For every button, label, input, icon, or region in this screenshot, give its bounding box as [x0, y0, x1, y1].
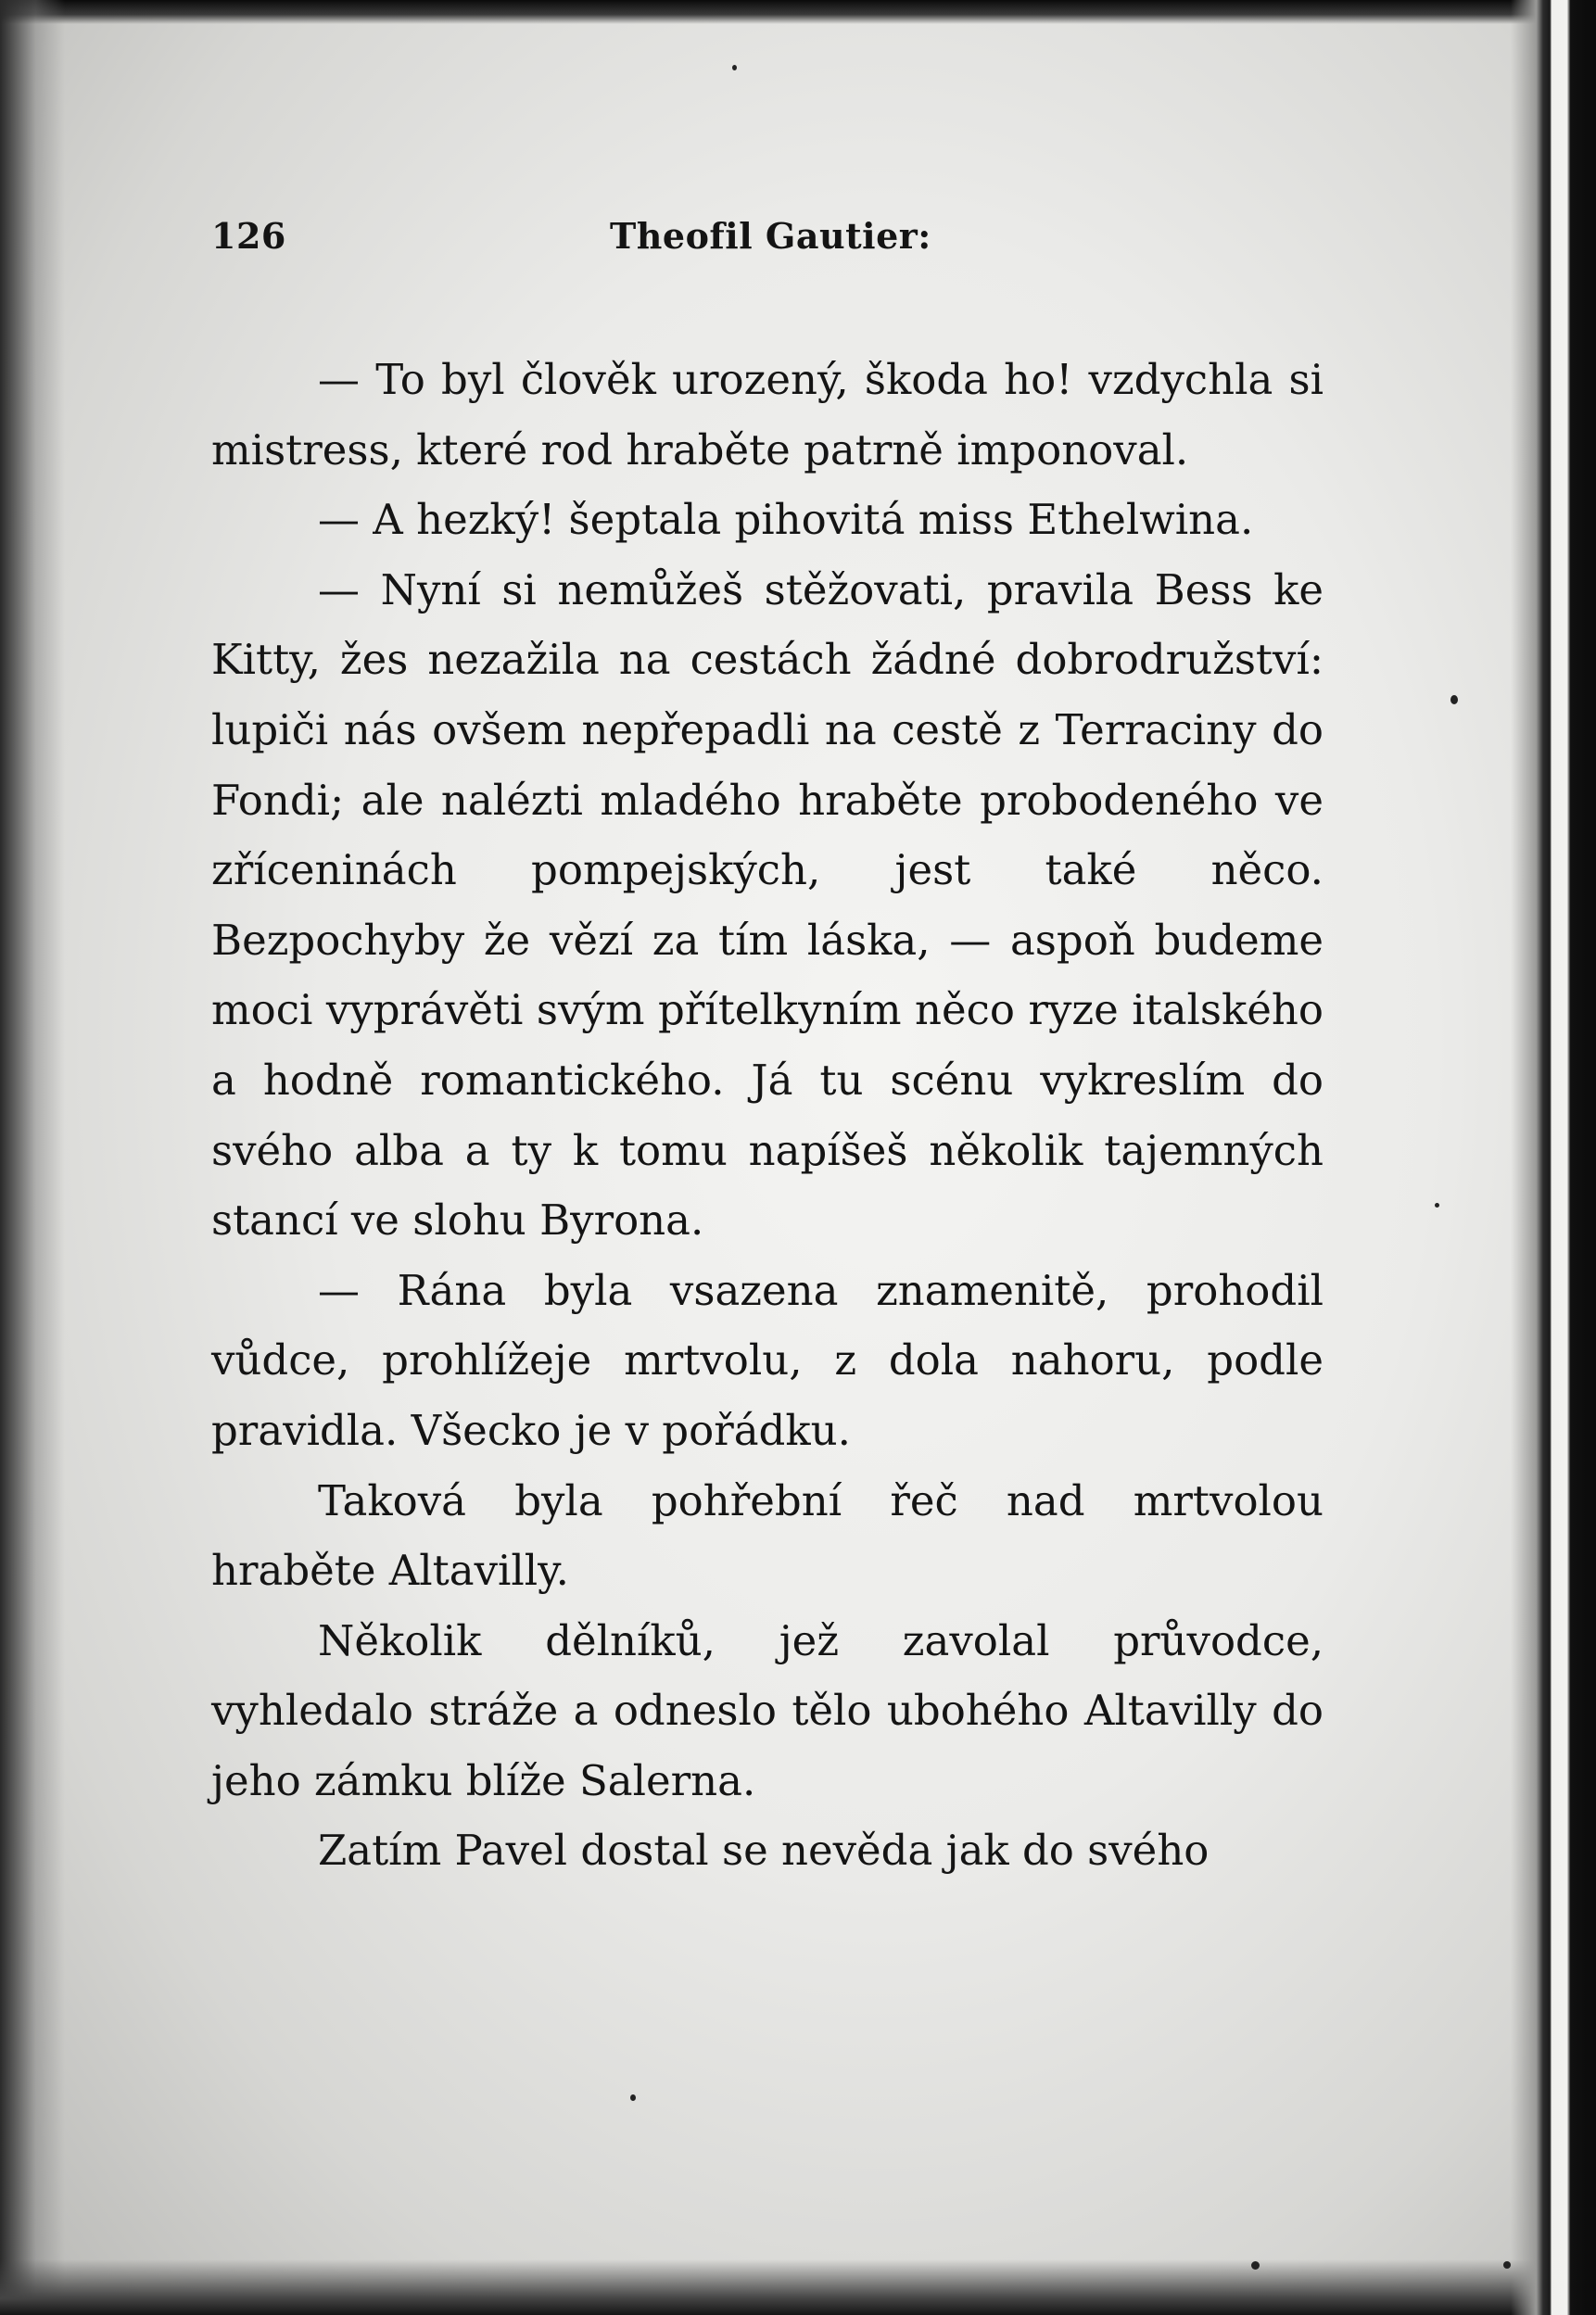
paragraph: — A hezký! šeptala pihovitá miss Ethelwina.	[318, 495, 1254, 545]
paragraph: — To byl člověk urozený, škoda ho! vzdychla si mistress, které rod hraběte patrně imponoval.	[211, 355, 1324, 474]
dust-speck	[630, 2094, 636, 2101]
paragraph: — Nyní si nemůžeš stěžovati, pravila Bess ke Kitty, žes nezažila na cestách žádné dobrodružství: lupiči nás ovšem nepřepadli na cestě z Terraciny do Fondi; ale nalézti mladého hraběte probodeného ve zříceninách pompejských, jest také něco. Bezpochyby že vězí za tím láska, — aspoň budeme moci vyprávěti svým přítelkyním něco ryze italského a hodně romantického. Já tu scénu vykreslím do svého alba a ty k tomu napíšeš několik tajemných stancí ve slohu Byrona.	[211, 564, 1324, 1246]
dust-speck	[1450, 695, 1458, 704]
paragraph: Několik dělníků, jež zavolal průvodce, vyhledalo stráže a odneslo tělo ubohého Altavilly do jeho zámku blíže Salerna.	[211, 1615, 1324, 1805]
page-header	[211, 204, 1324, 259]
dust-speck	[732, 65, 737, 70]
dust-speck	[1503, 2261, 1511, 2269]
scan-bottom-edge	[0, 2259, 1596, 2315]
scan-top-edge	[0, 0, 1596, 24]
scan-left-edge	[0, 0, 65, 2315]
paragraph: Taková byla pohřební řeč nad mrtvolou hraběte Altavilly.	[211, 1475, 1324, 1596]
paragraph: Zatím Pavel dostal se nevěda jak do svého	[318, 1826, 1210, 1876]
body-text	[211, 345, 1324, 1886]
running-title: Theofil Gautier:	[610, 215, 931, 257]
paragraph: — Rána byla vsazena znamenitě, prohodil vůdce, prohlížeje mrtvolu, z dola nahoru, podle pravidla. Všecko je v pořádku.	[211, 1265, 1324, 1455]
dust-speck	[1435, 1203, 1439, 1208]
book-page	[211, 204, 1324, 1886]
scan-right-edge	[1511, 0, 1596, 2315]
page-number: 126	[211, 215, 286, 257]
dust-speck	[1251, 2261, 1260, 2270]
